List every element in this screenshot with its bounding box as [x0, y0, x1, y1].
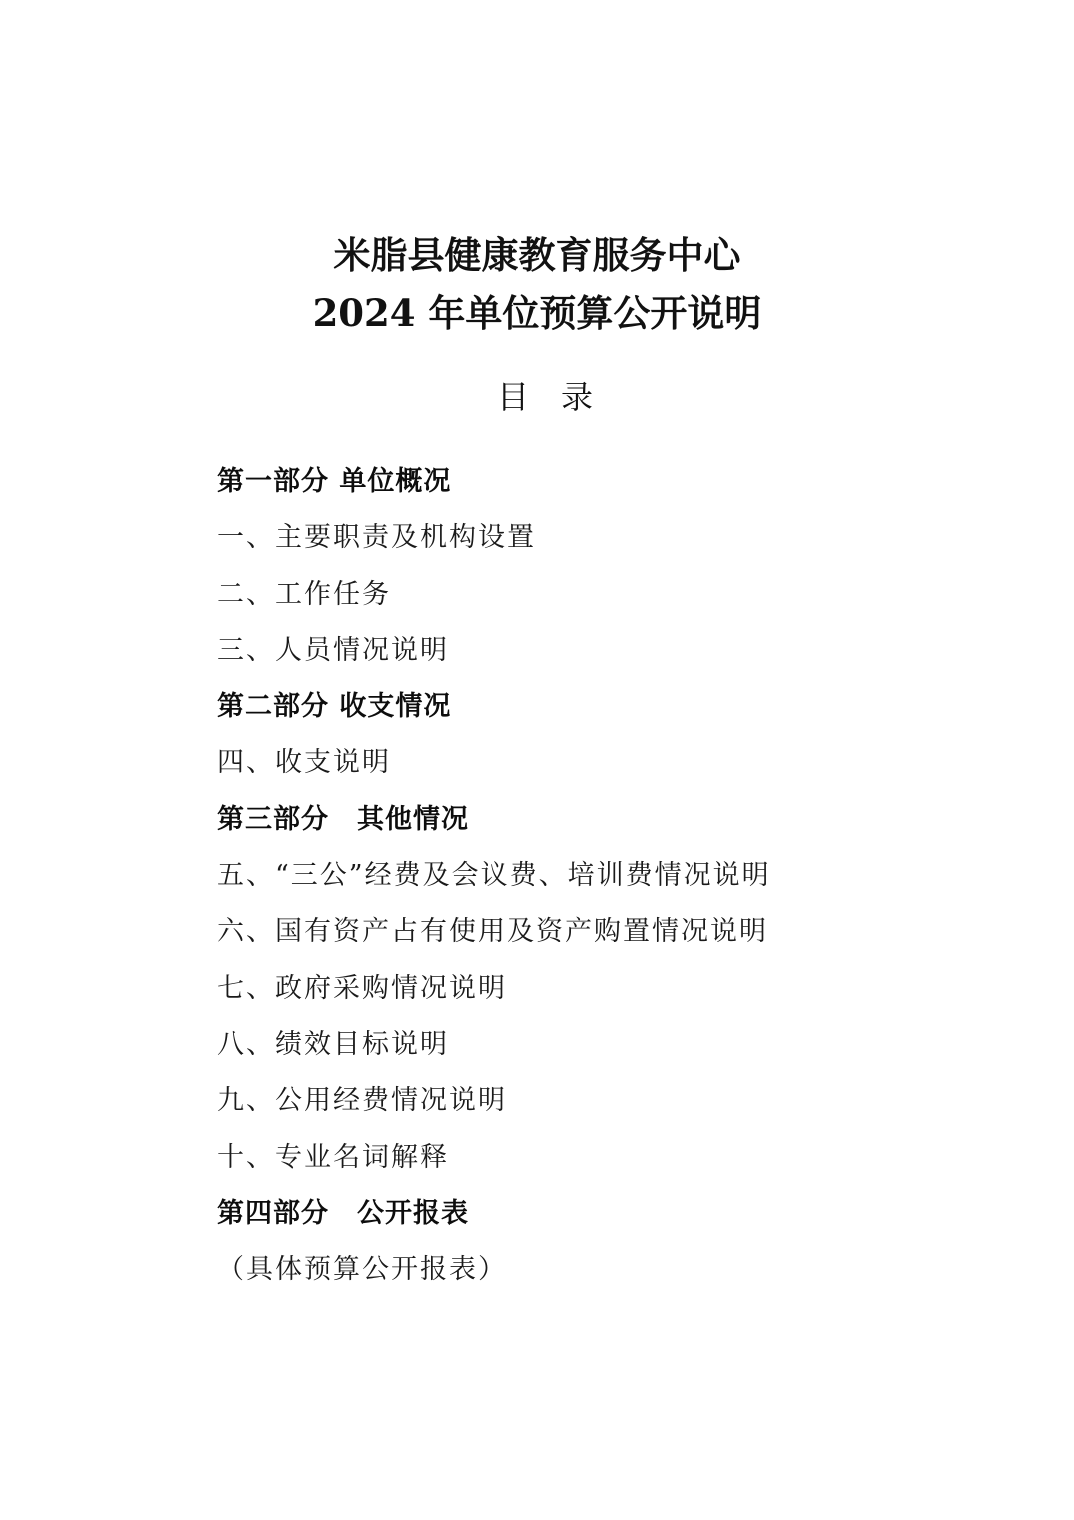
title-line-budget: 2024 年单位预算公开说明: [312, 291, 762, 335]
toc-entry-1: 一、主要职责及机构设置: [217, 522, 536, 554]
title-line-organization: 米脂县健康教育服务中心: [333, 233, 741, 277]
table-of-contents: [217, 458, 937, 1302]
toc-entry-8: 八、绩效目标说明: [217, 1028, 449, 1060]
document-title: [0, 226, 1074, 342]
toc-entry-6: 六、国有资产占有使用及资产购置情况说明: [217, 916, 768, 948]
toc-part-4: 第四部分 公开报表: [217, 1197, 469, 1229]
toc-entry-7: 七、政府采购情况说明: [217, 972, 507, 1004]
toc-part-2: 第二部分 收支情况: [217, 691, 452, 723]
toc-heading: 目 录: [496, 378, 593, 416]
toc-entry-4: 四、收支说明: [217, 747, 391, 779]
toc-entry-3: 三、人员情况说明: [217, 634, 449, 666]
toc-entry-2: 二、工作任务: [217, 578, 391, 610]
toc-part-1: 第一部分 单位概况: [217, 466, 452, 497]
toc-entry-9: 九、公用经费情况说明: [217, 1085, 507, 1117]
toc-part-3: 第三部分 其他情况: [217, 803, 469, 835]
toc-entry-10: 十、专业名词解释: [217, 1141, 449, 1173]
toc-entry-5: 五、“三公”经费及会议费、培训费情况说明: [217, 860, 771, 892]
toc-entry-report-tables: （具体预算公开报表）: [217, 1254, 507, 1286]
